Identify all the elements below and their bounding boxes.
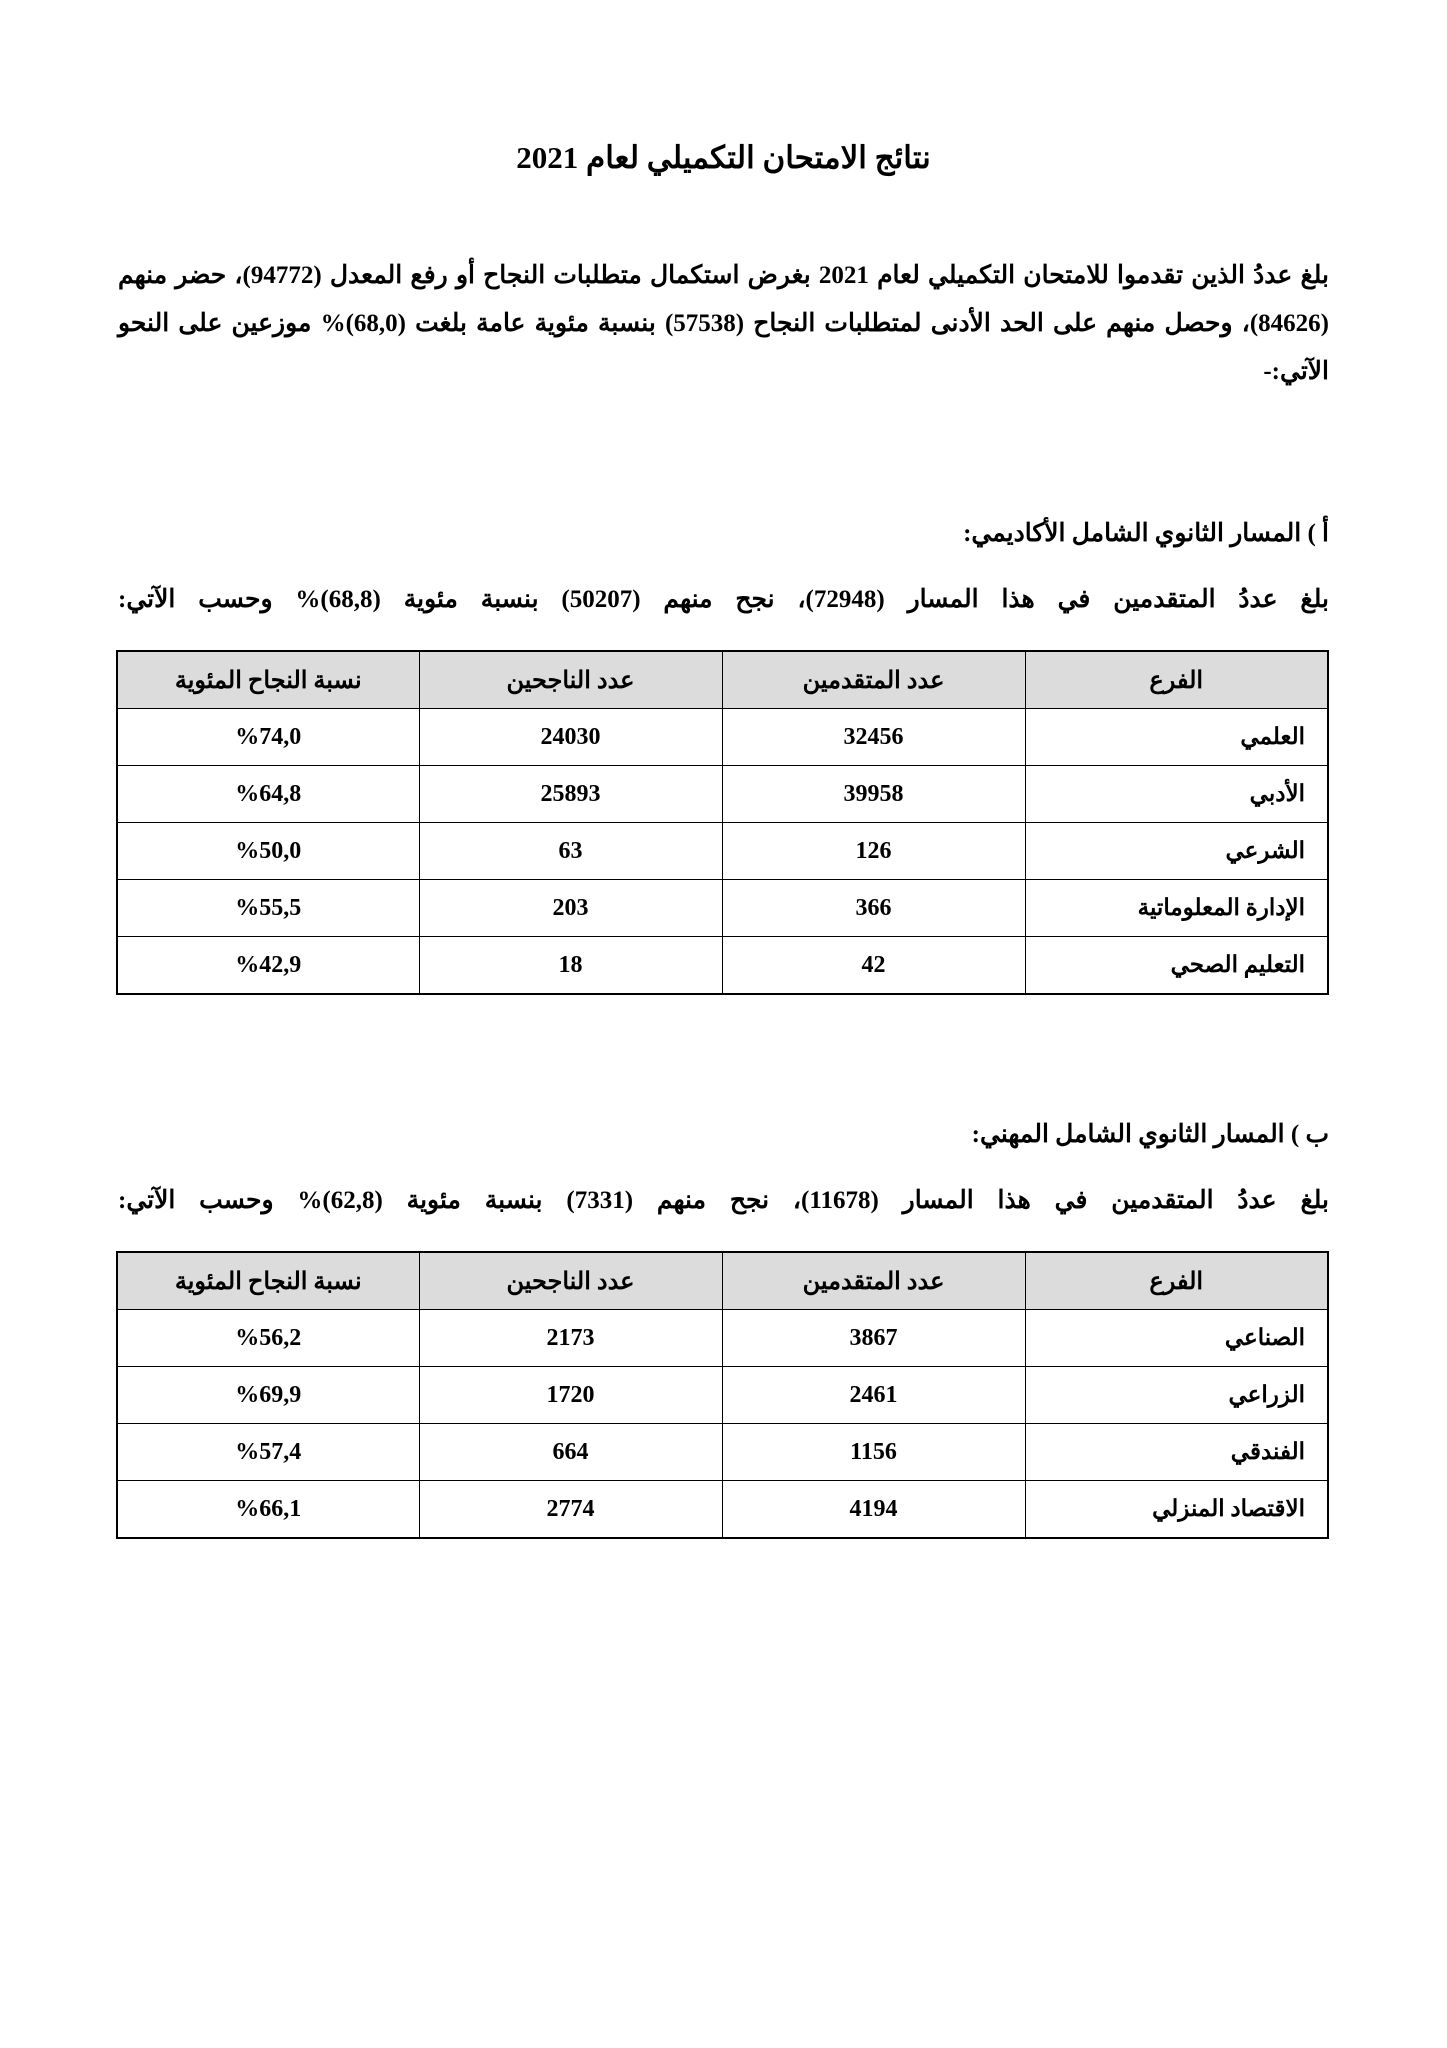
cell-rate: %74,0 bbox=[117, 709, 419, 766]
table-row bbox=[117, 937, 1328, 995]
table-row bbox=[117, 1424, 1328, 1481]
section-vocational-heading: ب ) المسار الثانوي الشامل المهني: bbox=[971, 1121, 1329, 1148]
cell-passed: 18 bbox=[419, 937, 722, 995]
cell-applied: 126 bbox=[722, 823, 1025, 880]
cell-passed: 1720 bbox=[419, 1367, 722, 1424]
column-header-branch: الفرع bbox=[1025, 651, 1328, 709]
cell-branch: الأدبي bbox=[1025, 766, 1328, 823]
cell-rate: %66,1 bbox=[117, 1481, 419, 1539]
column-header-branch: الفرع bbox=[1025, 1252, 1328, 1310]
column-header-rate: نسبة النجاح المئوية bbox=[117, 1252, 419, 1310]
column-header-applied: عدد المتقدمين bbox=[722, 651, 1025, 709]
cell-branch: الزراعي bbox=[1025, 1367, 1328, 1424]
cell-passed: 2774 bbox=[419, 1481, 722, 1539]
cell-applied: 1156 bbox=[722, 1424, 1025, 1481]
cell-passed: 203 bbox=[419, 880, 722, 937]
table-row bbox=[117, 823, 1328, 880]
cell-applied: 32456 bbox=[722, 709, 1025, 766]
table-header-row bbox=[117, 651, 1328, 709]
table-row bbox=[117, 1367, 1328, 1424]
column-header-passed: عدد الناجحين bbox=[419, 651, 722, 709]
cell-passed: 2173 bbox=[419, 1310, 722, 1367]
intro-paragraph: بلغ عددُ الذين تقدموا للامتحان التكميلي لعام 2021 بغرض استكمال متطلبات النجاح أو رفع المعدل (94772)، حضر منهم (84626)، وحصل منهم على الحد الأدنى لمتطلبات النجاح (57538) بنسبة مئوية عامة بلغت (68,0)% موزعين على النحو الآتي:- bbox=[118, 262, 1330, 385]
cell-applied: 2461 bbox=[722, 1367, 1025, 1424]
cell-rate: %56,2 bbox=[117, 1310, 419, 1367]
cell-passed: 25893 bbox=[419, 766, 722, 823]
cell-rate: %50,0 bbox=[117, 823, 419, 880]
section-academic-lead: بلغ عددُ المتقدمين في هذا المسار (72948)، نجح منهم (50207) بنسبة مئوية (68,8)% وحسب الآتي: bbox=[118, 586, 1329, 613]
cell-applied: 39958 bbox=[722, 766, 1025, 823]
page-title: نتائج الامتحان التكميلي لعام 2021 bbox=[516, 140, 931, 175]
table-row bbox=[117, 766, 1328, 823]
cell-branch: العلمي bbox=[1025, 709, 1328, 766]
cell-branch: الشرعي bbox=[1025, 823, 1328, 880]
table-row bbox=[117, 709, 1328, 766]
column-header-applied: عدد المتقدمين bbox=[722, 1252, 1025, 1310]
table-row bbox=[117, 1481, 1328, 1539]
cell-branch: التعليم الصحي bbox=[1025, 937, 1328, 995]
section-academic bbox=[118, 396, 1329, 995]
cell-branch: الفندقي bbox=[1025, 1424, 1328, 1481]
table-academic bbox=[116, 650, 1329, 995]
cell-rate: %42,9 bbox=[117, 937, 419, 995]
cell-branch: الصناعي bbox=[1025, 1310, 1328, 1367]
cell-rate: %64,8 bbox=[117, 766, 419, 823]
table-row bbox=[117, 880, 1328, 937]
table-row bbox=[117, 1310, 1328, 1367]
cell-rate: %57,4 bbox=[117, 1424, 419, 1481]
table-vocational bbox=[116, 1251, 1329, 1539]
cell-applied: 366 bbox=[722, 880, 1025, 937]
section-academic-heading: أ ) المسار الثانوي الشامل الأكاديمي: bbox=[963, 520, 1329, 547]
cell-branch: الإدارة المعلوماتية bbox=[1025, 880, 1328, 937]
section-vocational-lead: بلغ عددُ المتقدمين في هذا المسار (11678)، نجح منهم (7331) بنسبة مئوية (62,8)% وحسب الآتي: bbox=[118, 1187, 1329, 1214]
section-vocational bbox=[118, 995, 1329, 1539]
cell-rate: %55,5 bbox=[117, 880, 419, 937]
cell-branch: الاقتصاد المنزلي bbox=[1025, 1481, 1328, 1539]
cell-applied: 42 bbox=[722, 937, 1025, 995]
table-header-row bbox=[117, 1252, 1328, 1310]
cell-passed: 24030 bbox=[419, 709, 722, 766]
cell-passed: 664 bbox=[419, 1424, 722, 1481]
cell-rate: %69,9 bbox=[117, 1367, 419, 1424]
cell-applied: 4194 bbox=[722, 1481, 1025, 1539]
cell-applied: 3867 bbox=[722, 1310, 1025, 1367]
column-header-passed: عدد الناجحين bbox=[419, 1252, 722, 1310]
cell-passed: 63 bbox=[419, 823, 722, 880]
column-header-rate: نسبة النجاح المئوية bbox=[117, 651, 419, 709]
